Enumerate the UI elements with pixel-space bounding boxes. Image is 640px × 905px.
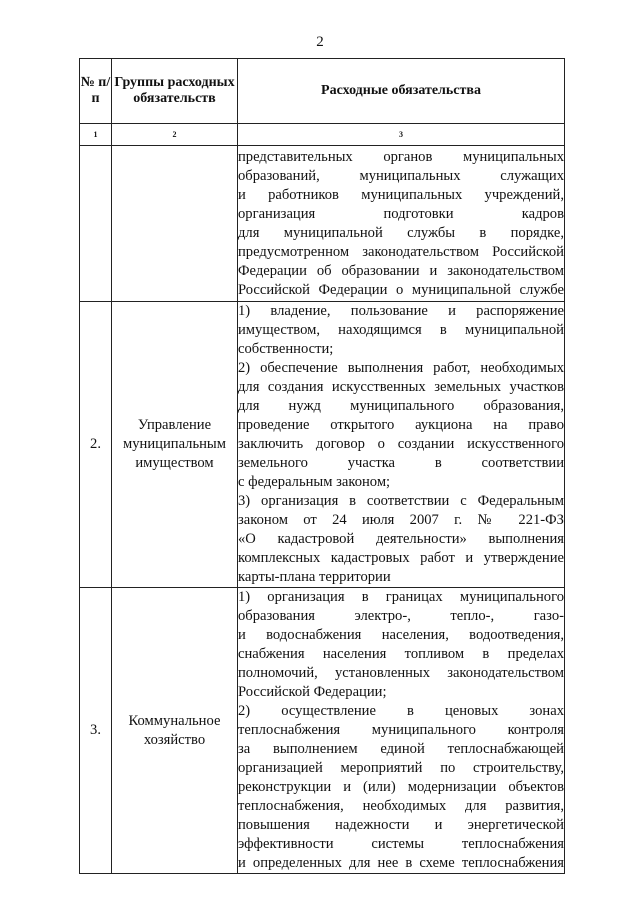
obligation-line: 2) обеспечение выполнения работ, необходимых <box>238 360 564 376</box>
table-row <box>80 588 565 874</box>
header-group: Группы расходных обязательств <box>112 59 238 124</box>
row-group: Коммунальное хозяйство <box>112 588 238 874</box>
obligation-line: для создания искусственных земельных участков <box>238 379 564 395</box>
obligation-line: земельного участка в соответствии <box>238 455 564 471</box>
obligation-line: Российской Федерации; <box>238 684 387 700</box>
obligation-line: проведение открытого аукциона на право <box>238 417 564 433</box>
obligation-line: организацией мероприятий по строительству, <box>238 760 564 776</box>
obligation-line: предусмотренном законодательством Российской <box>238 243 564 260</box>
row-obligations <box>238 302 565 588</box>
obligation-line: для нужд муниципального образования, <box>238 398 564 414</box>
table-row <box>80 302 565 588</box>
row-number: 3. <box>80 588 112 874</box>
obligation-line: комплексных кадастровых работ и утверждение <box>238 550 564 566</box>
obligation-line: заключить договор о создании искусственного <box>238 436 564 452</box>
obligation-line: «О кадастровой деятельности» выполнения <box>238 531 564 547</box>
obligation-line: реконструкции и (или) модернизации объектов <box>238 779 564 795</box>
row-group: Управление муниципальным имуществом <box>112 302 238 588</box>
row-obligations <box>238 588 565 874</box>
column-index-row <box>80 124 565 146</box>
row-number: 2. <box>80 302 112 588</box>
obligation-line: за выполнением единой теплоснабжающей <box>238 741 564 757</box>
obligation-line: образования электро-, тепло-, газо- <box>238 608 564 624</box>
column-index: 3 <box>238 124 565 146</box>
obligation-line: для муниципальной службы в порядке, <box>238 224 564 241</box>
obligations-table <box>79 58 565 874</box>
row-number <box>80 146 112 302</box>
obligation-line: законом от 24 июля 2007 г. № 221-ФЗ <box>238 512 564 528</box>
obligation-line: собственности; <box>238 341 334 357</box>
obligation-line: карты-плана территории <box>238 569 391 585</box>
table-row <box>80 146 565 302</box>
obligation-line: с федеральным законом; <box>238 474 391 490</box>
obligation-line: и определенных для нее в схеме теплоснабжения <box>238 855 564 871</box>
obligation-line: полномочий, установленных законодательством <box>238 665 564 681</box>
obligation-line: 1) организация в границах муниципального <box>238 589 564 605</box>
table-header-row <box>80 59 565 124</box>
obligation-line: и водоснабжения населения, водоотведения, <box>238 627 564 643</box>
obligation-line: образований, муниципальных служащих <box>238 167 564 184</box>
obligation-line: 1) владение, пользование и распоряжение <box>238 303 564 319</box>
obligation-line: эффективности системы теплоснабжения <box>238 836 564 852</box>
obligation-line: и работников муниципальных учреждений, <box>238 186 564 203</box>
header-num: № п/п <box>80 59 112 124</box>
obligation-line: представительных органов муниципальных <box>238 148 564 165</box>
obligation-line: Федерации об образовании и законодательством <box>238 262 564 279</box>
row-group <box>112 146 238 302</box>
obligation-line: повышения надежности и энергетической <box>238 817 564 833</box>
page-number: 2 <box>316 34 324 50</box>
obligation-line: организация подготовки кадров <box>238 205 564 222</box>
obligation-line: теплоснабжения муниципального контроля <box>238 722 564 738</box>
obligation-line: теплоснабжения, необходимых для развития, <box>238 798 564 814</box>
column-index: 1 <box>80 124 112 146</box>
obligation-line: Российской Федерации о муниципальной службе <box>238 281 564 298</box>
obligation-line: снабжения населения топливом в пределах <box>238 646 564 662</box>
header-obligations: Расходные обязательства <box>238 59 565 124</box>
row-obligations <box>238 146 565 302</box>
obligation-line: имуществом, находящимся в муниципальной <box>238 322 564 338</box>
obligation-line: 3) организация в соответствии с Федеральным <box>238 493 564 509</box>
obligation-line: 2) осуществление в ценовых зонах <box>238 703 564 719</box>
column-index: 2 <box>112 124 238 146</box>
